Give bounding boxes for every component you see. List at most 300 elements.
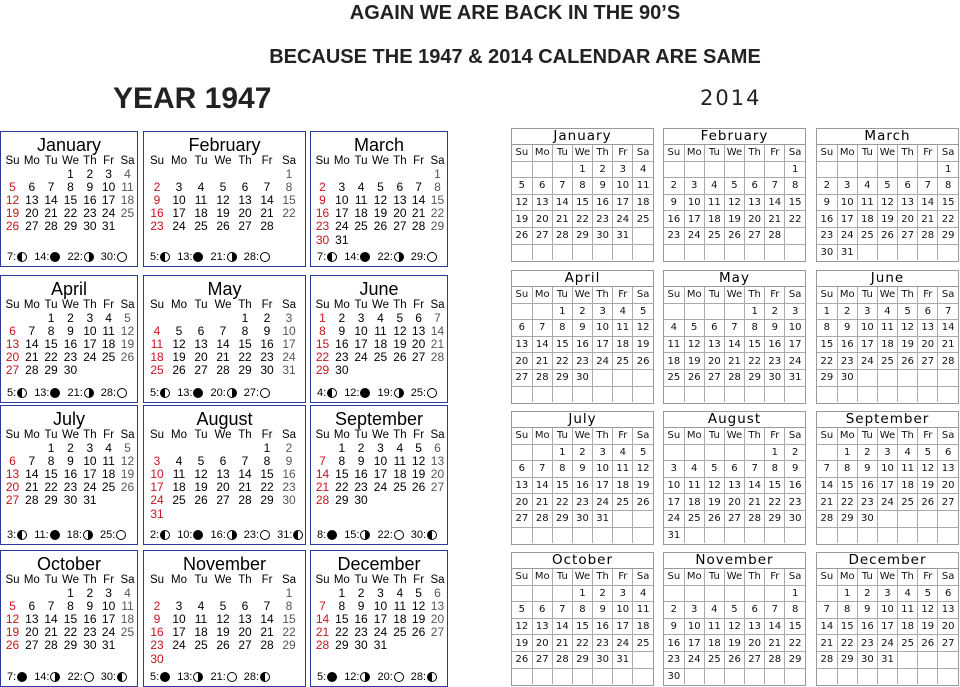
moon-lq-icon — [427, 530, 437, 540]
day-cell — [938, 668, 958, 684]
weekday-header: Mo — [171, 299, 187, 311]
moon-phases — [317, 387, 441, 399]
day-cell: 7 — [817, 461, 837, 478]
moon-phase-day: 7: — [317, 251, 327, 263]
day-cell: 25 — [354, 219, 368, 234]
day-cell: 8 — [285, 599, 293, 614]
month-grid — [817, 428, 958, 543]
day-cell: 5 — [512, 602, 532, 619]
day-cell: 16 — [150, 625, 164, 640]
day-cell: 15 — [238, 337, 252, 352]
day-cell: 13 — [918, 320, 938, 337]
day-cell: 5 — [197, 454, 205, 469]
day-cell: 22 — [260, 480, 274, 495]
day-cell: 11 — [898, 461, 918, 478]
day-cell: 9 — [664, 618, 684, 635]
weekday-header: Mo — [684, 428, 704, 444]
day-cell — [409, 639, 428, 652]
weekday-header: Su — [315, 299, 330, 311]
day-cell: 23 — [150, 219, 164, 234]
day-cell: 24 — [150, 493, 164, 508]
day-cell — [256, 508, 278, 521]
moon-full-icon — [116, 530, 126, 540]
day-cell: 18 — [120, 193, 135, 208]
day-cell: 28 — [315, 493, 330, 508]
weekday-header: Fr — [918, 569, 938, 585]
day-cell — [552, 527, 572, 543]
day-cell: 10 — [593, 461, 613, 478]
day-cell: 7 — [765, 602, 785, 619]
day-cell — [938, 386, 958, 402]
day-cell: 29 — [765, 510, 785, 527]
day-cell: 3 — [613, 585, 633, 602]
day-cell: 4 — [357, 180, 365, 195]
day-cell: 29 — [315, 363, 330, 378]
day-cell: 5 — [396, 311, 404, 326]
moon-phase — [210, 529, 236, 541]
day-cell: 4 — [197, 599, 205, 614]
day-cell: 14 — [25, 467, 39, 482]
day-cell: 17 — [684, 211, 704, 228]
moon-fq-icon — [227, 252, 237, 262]
weekday-header: We — [371, 155, 389, 167]
day-cell: 22 — [44, 480, 58, 495]
day-cell — [898, 369, 918, 386]
weekday-header: Su — [512, 145, 532, 161]
day-cell: 12 — [411, 599, 426, 614]
day-cell: 17 — [101, 193, 116, 208]
day-cell: 27 — [704, 369, 724, 386]
weekday-header: Sa — [785, 428, 805, 444]
day-cell: 30 — [857, 510, 877, 527]
day-cell: 5 — [898, 303, 918, 320]
day-cell — [190, 508, 212, 521]
month-name: January — [36, 135, 102, 155]
weekday-header: Fr — [103, 429, 115, 441]
day-cell — [633, 527, 653, 543]
day-cell: 6 — [434, 441, 441, 456]
weekday-header: Fr — [261, 574, 273, 586]
day-cell — [918, 510, 938, 527]
month-grid — [512, 145, 653, 260]
moon-lq-icon — [293, 530, 303, 540]
day-cell: 7 — [552, 178, 572, 195]
day-cell: 30 — [83, 638, 97, 653]
day-cell: 2 — [67, 441, 74, 456]
day-cell: 2 — [572, 303, 592, 320]
day-cell: 1 — [47, 441, 55, 456]
weekday-header: Mo — [333, 155, 350, 167]
weekday-header: Su — [512, 569, 532, 585]
day-cell: 20 — [5, 350, 20, 365]
day-cell: 23 — [315, 219, 330, 234]
day-cell: 29 — [552, 369, 572, 386]
moon-phase-day: 15: — [344, 529, 360, 541]
day-cell: 25 — [194, 219, 208, 234]
day-cell: 9 — [86, 180, 94, 195]
headline-line-1: AGAIN WE ARE BACK IN THE 90’S — [349, 2, 681, 24]
day-cell: 24 — [857, 353, 877, 370]
month-december — [310, 550, 448, 687]
day-cell — [877, 527, 897, 543]
moon-phase — [34, 387, 60, 399]
weekday-header: Sa — [120, 155, 135, 167]
weekday-header: Sa — [430, 574, 445, 586]
day-cell: 11 — [633, 178, 653, 195]
day-cell: 4 — [633, 161, 653, 178]
day-cell: 19 — [5, 206, 20, 221]
moon-phase-day: 12: — [344, 387, 360, 399]
day-cell: 17 — [101, 612, 116, 627]
day-cell: 17 — [282, 337, 296, 352]
day-cell: 18 — [857, 211, 877, 228]
weekday-header: Th — [745, 287, 765, 303]
day-cell: 30 — [572, 369, 592, 386]
month-name: February — [188, 135, 261, 155]
day-cell: 19 — [5, 625, 20, 640]
day-cell — [938, 651, 958, 668]
weekday-header: Tu — [354, 155, 368, 167]
day-cell: 17 — [83, 337, 97, 352]
weekday-header: Th — [593, 428, 613, 444]
moon-phase — [344, 251, 370, 263]
day-cell: 1 — [67, 586, 74, 601]
day-cell: 29 — [817, 369, 837, 386]
day-cell: 29 — [238, 363, 252, 378]
day-cell: 1 — [785, 161, 805, 178]
day-cell: 5 — [219, 599, 227, 614]
day-cell: 1 — [338, 586, 346, 601]
weekday-header: Sa — [430, 429, 445, 441]
day-cell: 7 — [319, 599, 326, 614]
day-cell: 19 — [216, 625, 230, 640]
day-cell — [857, 161, 877, 178]
day-cell: 12 — [411, 454, 426, 469]
day-cell: 2 — [338, 311, 346, 326]
weekday-header: Mo — [837, 428, 857, 444]
moon-fq-icon — [360, 530, 370, 540]
day-cell: 14 — [817, 477, 837, 494]
day-cell: 28 — [552, 651, 572, 668]
day-cell: 24 — [664, 510, 684, 527]
day-cell — [168, 653, 190, 666]
day-cell: 26 — [512, 227, 532, 244]
day-cell: 22 — [552, 494, 572, 511]
day-cell: 7 — [434, 311, 441, 326]
day-cell: 15 — [572, 194, 592, 211]
weekday-header: Th — [238, 429, 252, 441]
month-name: November — [182, 554, 267, 574]
day-cell — [428, 494, 447, 507]
day-cell: 7 — [532, 320, 552, 337]
day-cell: 11 — [613, 320, 633, 337]
day-cell: 11 — [877, 320, 897, 337]
weekday-header: Mo — [532, 569, 552, 585]
month-grid — [146, 299, 300, 378]
day-cell: 22 — [837, 494, 857, 511]
moon-phase-day: 31: — [277, 529, 293, 541]
day-cell: 13 — [25, 193, 39, 208]
day-cell: 17 — [613, 194, 633, 211]
moon-phase — [210, 387, 236, 399]
day-cell — [898, 668, 918, 684]
day-cell: 4 — [396, 441, 404, 456]
day-cell: 31 — [785, 369, 805, 386]
day-cell: 8 — [785, 602, 805, 619]
day-cell — [918, 386, 938, 402]
day-cell: 31 — [664, 527, 684, 543]
day-cell: 9 — [153, 193, 161, 208]
day-cell: 21 — [552, 211, 572, 228]
weekday-header: Sa — [633, 287, 653, 303]
day-cell: 29 — [260, 493, 274, 508]
moon-phase-day: 14: — [34, 671, 50, 683]
day-cell: 10 — [83, 324, 97, 339]
day-cell: 13 — [704, 336, 724, 353]
day-cell — [785, 244, 805, 260]
moon-phase — [34, 251, 60, 263]
day-cell: 21 — [817, 635, 837, 652]
day-cell: 13 — [938, 461, 958, 478]
day-cell: 26 — [877, 227, 897, 244]
moon-full-icon — [260, 530, 270, 540]
day-cell: 20 — [532, 211, 552, 228]
weekday-header: Th — [393, 429, 407, 441]
moon-phase-day: 10: — [177, 529, 193, 541]
day-cell — [593, 668, 613, 684]
weekday-header: We — [214, 429, 232, 441]
day-cell: 24 — [101, 625, 116, 640]
day-cell: 10 — [613, 602, 633, 619]
month-name: August — [196, 409, 253, 429]
weekday-header: Th — [745, 569, 765, 585]
weekday-header: Sa — [281, 299, 297, 311]
day-cell — [664, 303, 684, 320]
day-cell — [512, 161, 532, 178]
month-name: September — [334, 409, 424, 429]
moon-phase-day: 22: — [67, 251, 83, 263]
day-cell: 19 — [393, 337, 407, 352]
day-cell — [745, 527, 765, 543]
day-cell: 6 — [28, 599, 36, 614]
month-grid — [817, 569, 958, 684]
day-cell: 30 — [593, 227, 613, 244]
day-cell: 1 — [765, 444, 785, 461]
day-cell — [391, 639, 410, 652]
day-cell: 17 — [664, 494, 684, 511]
day-cell: 5 — [415, 441, 422, 456]
day-cell: 27 — [25, 638, 39, 653]
month-grid — [512, 569, 653, 684]
day-cell: 15 — [837, 618, 857, 635]
day-cell: 13 — [512, 477, 532, 494]
weekday-header: Tu — [44, 155, 58, 167]
moon-phase — [411, 251, 437, 263]
day-cell: 12 — [633, 461, 653, 478]
day-cell: 23 — [817, 227, 837, 244]
day-cell: 19 — [172, 350, 186, 365]
moon-phase — [67, 529, 93, 541]
weekday-header: Fr — [413, 299, 425, 311]
moon-phase — [34, 671, 60, 683]
day-cell: 14 — [765, 618, 785, 635]
day-cell: 28 — [260, 638, 274, 653]
day-cell — [938, 510, 958, 527]
day-cell: 13 — [745, 618, 765, 635]
day-cell: 8 — [938, 178, 958, 195]
day-cell: 28 — [938, 353, 958, 370]
moon-phases — [317, 529, 441, 541]
day-cell: 28 — [552, 227, 572, 244]
day-cell: 6 — [241, 180, 249, 195]
day-cell: 4 — [898, 585, 918, 602]
day-cell — [99, 494, 118, 507]
day-cell: 14 — [411, 193, 426, 208]
day-cell: 22 — [837, 635, 857, 652]
day-cell: 28 — [745, 510, 765, 527]
moon-lq-icon — [17, 252, 27, 262]
day-cell: 9 — [664, 194, 684, 211]
day-cell: 16 — [593, 618, 613, 635]
day-cell: 20 — [724, 494, 744, 511]
day-cell: 23 — [335, 350, 349, 365]
day-cell — [785, 227, 805, 244]
day-cell: 10 — [335, 193, 349, 208]
day-cell: 7 — [28, 454, 36, 469]
weekday-header: Su — [5, 429, 20, 441]
moon-phase-day: 21: — [67, 387, 83, 399]
day-cell — [918, 244, 938, 260]
day-cell — [684, 161, 704, 178]
day-cell: 6 — [434, 586, 441, 601]
day-cell: 12 — [918, 602, 938, 619]
day-cell: 19 — [633, 336, 653, 353]
day-cell: 10 — [101, 180, 116, 195]
moon-phases — [7, 529, 130, 541]
weekday-header: Mo — [171, 429, 187, 441]
day-cell: 31 — [613, 651, 633, 668]
day-cell: 7 — [765, 178, 785, 195]
day-cell: 4 — [377, 311, 384, 326]
month-grid — [664, 569, 805, 684]
day-cell: 17 — [335, 206, 349, 221]
day-cell: 15 — [335, 467, 349, 482]
day-cell: 19 — [724, 211, 744, 228]
weekday-header: Tu — [194, 429, 208, 441]
month-february — [663, 128, 806, 262]
day-cell: 18 — [613, 336, 633, 353]
day-cell: 4 — [704, 602, 724, 619]
moon-phase-day: 14: — [344, 251, 360, 263]
day-cell: 13 — [411, 324, 426, 339]
day-cell: 26 — [216, 219, 230, 234]
moon-lq-icon — [260, 672, 270, 682]
day-cell: 23 — [664, 651, 684, 668]
day-cell: 13 — [194, 337, 208, 352]
day-cell: 23 — [150, 638, 164, 653]
day-cell: 18 — [120, 612, 135, 627]
day-cell: 20 — [25, 206, 39, 221]
day-cell — [613, 386, 633, 402]
day-cell: 20 — [411, 337, 426, 352]
day-cell: 25 — [664, 369, 684, 386]
day-cell: 28 — [765, 227, 785, 244]
weekday-header: We — [877, 569, 897, 585]
weekday-header: Su — [149, 429, 165, 441]
moon-phase — [7, 251, 27, 263]
day-cell: 30 — [664, 668, 684, 684]
day-cell: 25 — [877, 353, 897, 370]
day-cell: 18 — [664, 353, 684, 370]
day-cell: 23 — [593, 635, 613, 652]
day-cell: 25 — [393, 480, 407, 495]
day-cell: 20 — [5, 480, 20, 495]
weekday-header: We — [214, 574, 232, 586]
day-cell — [765, 668, 785, 684]
month-name: January — [512, 129, 653, 145]
day-cell: 24 — [83, 480, 97, 495]
day-cell: 18 — [877, 336, 897, 353]
weekday-header: Fr — [103, 155, 115, 167]
moon-phase-day: 13: — [177, 671, 193, 683]
month-grid — [313, 574, 447, 653]
day-cell: 21 — [918, 211, 938, 228]
day-cell: 28 — [918, 227, 938, 244]
moon-phase-day: 19: — [377, 387, 393, 399]
day-cell: 27 — [745, 227, 765, 244]
day-cell — [532, 668, 552, 684]
moon-phase — [244, 251, 270, 263]
day-cell: 17 — [837, 211, 857, 228]
day-cell: 12 — [216, 612, 230, 627]
month-september — [310, 405, 448, 545]
day-cell: 15 — [282, 612, 296, 627]
day-cell: 21 — [216, 350, 230, 365]
moon-lq-icon — [160, 388, 170, 398]
day-cell: 4 — [197, 180, 205, 195]
year-2014-title: 2014 — [700, 86, 762, 110]
day-cell: 23 — [572, 494, 592, 511]
day-cell: 20 — [898, 211, 918, 228]
day-cell: 12 — [120, 454, 135, 469]
moon-phase-day: 12: — [344, 671, 360, 683]
day-cell: 18 — [373, 337, 388, 352]
moon-phase-day: 28: — [243, 251, 260, 263]
day-cell: 24 — [354, 350, 368, 365]
day-cell: 30 — [785, 510, 805, 527]
weekday-header: Fr — [413, 574, 425, 586]
moon-phase — [377, 671, 403, 683]
moon-phase — [101, 251, 127, 263]
moon-phase — [344, 671, 370, 683]
day-cell: 19 — [512, 211, 532, 228]
day-cell: 9 — [765, 320, 785, 337]
day-cell: 13 — [238, 612, 252, 627]
day-cell: 27 — [918, 353, 938, 370]
day-cell — [898, 244, 918, 260]
day-cell: 3 — [837, 178, 857, 195]
moon-phases — [150, 671, 274, 683]
day-cell: 30 — [282, 493, 296, 508]
day-cell: 8 — [837, 461, 857, 478]
day-cell: 6 — [745, 602, 765, 619]
day-cell: 25 — [172, 493, 186, 508]
day-cell: 23 — [63, 480, 78, 495]
month-grid — [512, 428, 653, 543]
day-cell: 19 — [512, 635, 532, 652]
day-cell: 5 — [415, 586, 422, 601]
day-cell: 16 — [572, 336, 592, 353]
